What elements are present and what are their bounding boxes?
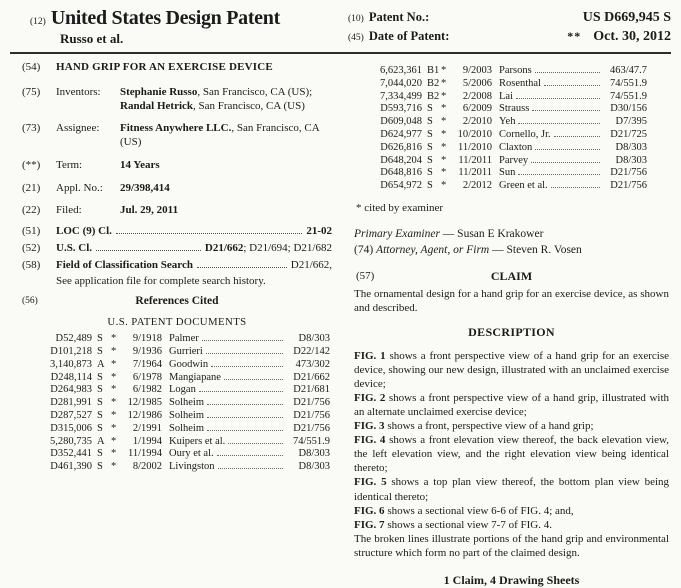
inventor-1-name: Stephanie Russo <box>120 85 198 98</box>
attorney-name: Steven R. Vosen <box>506 244 582 257</box>
figure-label: FIG. 7 <box>354 518 385 531</box>
patent-date-value: Oct. 30, 2012 <box>593 29 671 44</box>
figure-text: shows a front, perspective view of a hand grip; <box>387 420 594 433</box>
ref-date: 7/1964 <box>132 358 162 370</box>
cited-by-examiner-note: * cited by examiner <box>356 201 444 214</box>
reference-row <box>40 372 330 385</box>
dot-leader <box>116 233 302 234</box>
reference-row <box>370 116 647 129</box>
ref-classification: D21/662 <box>293 371 330 383</box>
ref-patent-number: 6,623,361 <box>380 65 422 76</box>
ref-examiner-star: * <box>111 435 117 447</box>
ref-date: 12/1986 <box>127 410 162 422</box>
appl-no-label: Appl. No.: <box>56 181 103 194</box>
page-title: United States Design Patent <box>50 7 280 29</box>
dot-leader <box>518 174 600 175</box>
primary-examiner-label: Primary Examiner <box>354 227 440 240</box>
patent-number-row <box>348 10 671 26</box>
ref-classification: D21/725 <box>610 128 647 140</box>
ref-date: 6/2009 <box>462 103 492 115</box>
loc-class-label: LOC (9) Cl. <box>56 225 112 237</box>
references-table-right <box>354 65 669 193</box>
inventor-2-name: Randal Hetrick <box>120 99 194 112</box>
reference-row <box>370 167 647 180</box>
ref-inventor-name: Goodwin <box>169 358 209 370</box>
figure-text: shows a top plan view thereof, the bottom plan view being identical thereto; <box>354 476 670 503</box>
field-54-title <box>22 61 332 75</box>
ref-examiner-star: * <box>441 180 447 192</box>
ref-examiner-star: * <box>111 422 117 434</box>
ref-kind-code: S <box>97 384 103 396</box>
inventor-2-location: , San Francisco, CA (US) <box>193 99 305 112</box>
ref-inventor-name: Logan <box>169 384 196 396</box>
ref-examiner-star: * <box>111 384 117 396</box>
field-73-assignee <box>22 122 332 150</box>
reference-row <box>370 103 647 116</box>
ref-patent-number: D101,218 <box>50 346 92 358</box>
ref-examiner-star: * <box>441 128 447 140</box>
dot-leader <box>218 468 283 469</box>
ref-date: 11/2011 <box>458 154 492 166</box>
ref-date: 2/2012 <box>462 180 492 192</box>
figure-description <box>354 518 669 532</box>
patent-date-label: Date of Patent: <box>368 29 450 43</box>
figure-text: shows a sectional view 6-6 of FIG. 4; and, <box>387 504 574 517</box>
dot-leader <box>199 391 283 392</box>
ref-kind-code: A <box>97 358 105 370</box>
ref-kind-code: B2 <box>427 77 440 89</box>
ref-classification: 74/551.9 <box>609 90 647 102</box>
reference-row <box>40 346 330 359</box>
ref-inventor-name: Kuipers et al. <box>169 435 226 447</box>
assignee-name: Fitness Anywhere LLC. <box>120 122 232 135</box>
figure-label: FIG. 6 <box>354 504 385 517</box>
field-term-number: (**) <box>22 158 41 171</box>
ref-examiner-star: * <box>441 167 447 179</box>
reference-row <box>40 333 330 346</box>
ref-examiner-star: * <box>111 461 117 473</box>
ref-classification: D21/756 <box>293 422 330 434</box>
ref-kind-code: S <box>97 371 103 383</box>
field-45-number: (45) <box>348 33 364 43</box>
ref-patent-number: 5,280,735 <box>50 435 92 447</box>
figure-description <box>354 504 669 518</box>
ref-kind-code: S <box>97 422 103 434</box>
ref-examiner-star: * <box>111 358 117 370</box>
ref-classification: D8/303 <box>298 461 330 473</box>
header-right <box>342 7 671 48</box>
reference-row <box>40 448 330 461</box>
patent-date-row <box>348 29 671 45</box>
ref-date: 2/1991 <box>132 422 162 434</box>
header <box>10 7 671 48</box>
ref-kind-code: S <box>97 448 103 460</box>
double-asterisk-note: ** <box>567 29 582 43</box>
appl-no-value: 29/398,414 <box>120 181 170 194</box>
ref-classification: D22/142 <box>293 346 330 358</box>
reference-row <box>370 142 647 155</box>
ref-inventor-name: Oury et al. <box>169 448 214 460</box>
ref-kind-code: S <box>427 116 433 128</box>
ref-examiner-star: * <box>441 103 447 115</box>
ref-date: 5/2006 <box>462 77 492 89</box>
ref-examiner-star: * <box>441 141 447 153</box>
ref-patent-number: 7,334,499 <box>380 90 422 102</box>
ref-patent-number: D281,991 <box>50 397 92 409</box>
inventors-label: Inventors: <box>56 85 101 98</box>
field-58-number: (58) <box>22 258 41 271</box>
ref-examiner-star: * <box>441 90 447 102</box>
ref-inventor-name: Strauss <box>499 103 530 115</box>
ref-date: 2/2010 <box>462 116 492 128</box>
ref-kind-code: S <box>427 128 433 140</box>
loc-class-value: 21-02 <box>306 225 332 237</box>
ref-inventor-name: Solheim <box>169 422 205 434</box>
field-12-number: (12) <box>30 17 46 27</box>
ref-inventor-name: Claxton <box>499 141 533 153</box>
ref-date: 8/2002 <box>132 461 162 473</box>
attorney-label: Attorney, Agent, or Firm <box>376 244 490 257</box>
us-class-label: U.S. Cl. <box>56 241 93 254</box>
ref-examiner-star: * <box>441 116 447 128</box>
ref-kind-code: S <box>97 461 103 473</box>
field-52-us-class <box>22 242 332 256</box>
ref-inventor-name: Rosenthal <box>499 77 541 89</box>
ref-date: 6/1978 <box>132 371 162 383</box>
ref-inventor-name: Mangiapane <box>169 371 221 383</box>
right-column <box>342 61 671 588</box>
field-22-number: (22) <box>22 204 41 217</box>
ref-patent-number: D626,816 <box>380 141 422 153</box>
reference-row <box>40 410 330 423</box>
filed-value: Jul. 29, 2011 <box>120 204 179 217</box>
ref-patent-number: D593,716 <box>380 103 422 115</box>
dot-leader <box>228 443 283 444</box>
field-10-number: (10) <box>348 14 364 24</box>
ref-classification: D21/756 <box>610 180 647 192</box>
ref-classification: D8/303 <box>298 333 330 345</box>
dot-leader <box>554 136 600 137</box>
field-75-number: (75) <box>22 85 41 98</box>
ref-kind-code: S <box>427 167 433 179</box>
dot-leader <box>535 149 600 150</box>
figure-description <box>354 391 669 419</box>
dot-leader <box>516 98 600 99</box>
search-history-note: See application file for complete search history. <box>56 275 266 288</box>
primary-examiner-name: Susan E Krakower <box>457 227 544 240</box>
two-column-body <box>10 61 671 588</box>
ref-patent-number: D248,114 <box>50 371 92 383</box>
reference-row <box>40 436 330 449</box>
ref-inventor-name: Livingston <box>169 461 215 473</box>
figure-descriptions <box>354 349 669 532</box>
field-51-number: (51) <box>22 225 41 237</box>
figure-description <box>354 475 669 503</box>
ref-date: 9/1918 <box>132 333 162 345</box>
figure-description <box>354 433 669 475</box>
reference-row <box>40 397 330 410</box>
dot-leader <box>531 162 600 163</box>
dot-leader <box>96 250 201 251</box>
us-class-value <box>205 242 332 256</box>
ref-date: 1/1994 <box>132 435 162 447</box>
ref-patent-number: 3,140,873 <box>50 358 92 370</box>
ref-patent-number: D648,204 <box>380 154 422 166</box>
ref-date: 10/2010 <box>457 128 492 140</box>
ref-examiner-star: * <box>111 346 117 358</box>
ref-kind-code: S <box>97 346 103 358</box>
reference-row <box>370 180 647 193</box>
ref-kind-code: B1 <box>427 65 440 76</box>
ref-classification: D21/756 <box>610 167 647 179</box>
patent-number-value: US D669,945 S <box>582 10 671 25</box>
ref-kind-code: S <box>97 410 103 422</box>
field-56-number: (56) <box>22 296 38 307</box>
ref-date: 11/2010 <box>457 141 492 153</box>
ref-inventor-name: Cornello, Jr. <box>499 128 551 140</box>
primary-examiner-line <box>354 226 669 242</box>
reference-row <box>40 423 330 436</box>
ref-date: 11/2011 <box>458 167 492 179</box>
ref-kind-code: S <box>427 103 433 115</box>
inventors-value <box>120 86 332 114</box>
ref-patent-number: D609,048 <box>380 116 422 128</box>
ref-classification: 74/551.9 <box>609 77 647 89</box>
figure-text: shows a front perspective view of a hand grip, illustrated with an alternate unclaimed exercise device; <box>354 391 670 419</box>
ref-examiner-star: * <box>441 77 447 89</box>
reference-row <box>40 384 330 397</box>
ref-inventor-name: Solheim <box>169 397 205 409</box>
dash-separator: — <box>442 227 455 240</box>
ref-inventor-name: Parsons <box>499 65 532 76</box>
ref-date: 6/1982 <box>132 384 162 396</box>
ref-kind-code: S <box>427 154 433 166</box>
figure-label: FIG. 3 <box>354 420 385 433</box>
field-term <box>22 159 332 173</box>
ref-date: 9/1936 <box>132 346 162 358</box>
dot-leader <box>224 379 283 380</box>
inventor-1-location: , San Francisco, CA (US); <box>197 85 313 98</box>
ref-inventor-name: Gurrieri <box>169 346 203 358</box>
ref-kind-code: B2 <box>427 90 440 102</box>
ref-inventor-name: Lai <box>499 90 513 102</box>
ref-classification: 463/47.7 <box>609 65 647 76</box>
dash-separator: — <box>492 244 504 257</box>
field-75-inventors <box>22 86 332 114</box>
ref-kind-code: A <box>97 435 105 447</box>
invention-title: HAND GRIP FOR AN EXERCISE DEVICE <box>56 61 273 73</box>
references-cited-heading <box>22 295 332 307</box>
field-54-number: (54) <box>22 61 41 73</box>
ref-patent-number: D461,390 <box>50 461 92 473</box>
patent-party: Russo et al. <box>60 31 124 46</box>
dot-leader <box>551 187 600 188</box>
ref-inventor-name: Palmer <box>169 333 199 345</box>
dot-leader <box>207 404 283 405</box>
claim-sheets-footer: 1 Claim, 4 Drawing Sheets <box>443 572 580 587</box>
ref-classification: D8/303 <box>615 141 647 153</box>
ref-patent-number: D352,441 <box>50 448 92 460</box>
dot-leader <box>207 430 283 431</box>
ref-inventor-name: Yeh <box>499 116 516 128</box>
ref-classification: D8/303 <box>298 448 330 460</box>
figure-text: shows a sectional view 7-7 of FIG. 4. <box>387 518 552 531</box>
ref-examiner-star: * <box>111 397 117 409</box>
ref-patent-number: 7,044,020 <box>380 77 422 89</box>
figure-text: shows a front elevation view thereof, the back elevation view, the left elevation view, and the right elevation view being identical thereto; <box>354 434 669 475</box>
dot-leader <box>211 366 283 367</box>
us-class-primary: D21/662 <box>204 241 244 254</box>
attorney-line <box>354 242 669 258</box>
ref-patent-number: D52,489 <box>55 333 92 345</box>
ref-examiner-star: * <box>111 333 117 345</box>
assignee-value <box>120 122 332 150</box>
ref-date: 2/2008 <box>462 90 492 102</box>
claim-heading: CLAIM <box>490 269 533 284</box>
term-label: Term: <box>56 158 83 171</box>
left-column <box>10 61 342 588</box>
dot-leader <box>202 340 283 341</box>
ref-classification: D30/156 <box>610 103 647 115</box>
description-heading: DESCRIPTION <box>468 324 555 339</box>
ref-classification: D21/681 <box>293 384 330 396</box>
ref-patent-number: D315,006 <box>50 422 92 434</box>
dot-leader <box>197 267 287 268</box>
claim-text: The ornamental design for a hand grip for an exercise device, as shown and described. <box>354 288 669 315</box>
ref-classification: D7/395 <box>615 116 647 128</box>
reference-row <box>370 78 647 91</box>
field-57-number: (57) <box>356 270 375 283</box>
dot-leader <box>217 455 283 456</box>
ref-examiner-star: * <box>111 410 117 422</box>
figure-label: FIG. 4 <box>354 434 386 447</box>
references-cited-title: References Cited <box>135 295 219 308</box>
ref-kind-code: S <box>97 397 103 409</box>
reference-row <box>40 359 330 372</box>
ref-examiner-star: * <box>111 448 117 460</box>
field-22-filed <box>22 204 332 218</box>
dot-leader <box>535 72 600 73</box>
assignee-location: , San Francisco, CA (US) <box>120 122 320 148</box>
dot-leader <box>544 85 600 86</box>
us-patent-documents-heading: U.S. PATENT DOCUMENTS <box>107 316 247 329</box>
assignee-label: Assignee: <box>56 122 100 135</box>
field-21-number: (21) <box>22 181 41 194</box>
filed-label: Filed: <box>56 204 82 217</box>
broken-lines-note: The broken lines illustrate portions of the hand grip and environmental structure which form no part of the claimed design. <box>354 532 669 559</box>
ref-examiner-star: * <box>111 371 117 383</box>
reference-row <box>370 91 647 104</box>
ref-kind-code: S <box>427 180 433 192</box>
reference-row <box>40 461 330 474</box>
ref-classification: D21/756 <box>293 397 330 409</box>
dot-leader <box>532 110 600 111</box>
ref-date: 12/1985 <box>127 397 162 409</box>
ref-inventor-name: Solheim <box>169 410 205 422</box>
ref-date: 11/1994 <box>127 448 162 460</box>
ref-patent-number: D648,816 <box>380 167 422 179</box>
claim-heading-row <box>354 269 669 284</box>
ref-classification: D8/303 <box>615 154 647 166</box>
term-value: 14 Years <box>120 158 160 171</box>
ref-date: 9/2003 <box>462 65 492 76</box>
ref-classification: 74/551.9 <box>292 435 330 447</box>
figure-description <box>354 349 669 391</box>
title-line <box>30 7 342 30</box>
figure-label: FIG. 2 <box>354 391 386 404</box>
dot-leader <box>518 123 600 124</box>
ref-examiner-star: * <box>441 154 447 166</box>
ref-kind-code: S <box>97 333 103 345</box>
header-divider <box>10 52 671 54</box>
ref-inventor-name: Parvey <box>499 154 529 166</box>
figure-text: shows a front perspective view of a hand grip for an exercise device, showing our new design, illustrated with an unclaimed exercise device; <box>354 349 669 390</box>
field-51-loc-class <box>22 225 332 239</box>
ref-classification: D21/756 <box>293 410 330 422</box>
ref-examiner-star: * <box>441 65 447 76</box>
ref-patent-number: D624,977 <box>380 128 422 140</box>
ref-inventor-name: Sun <box>499 167 516 179</box>
reference-row <box>370 155 647 168</box>
ref-patent-number: D264,983 <box>50 384 92 396</box>
figure-label: FIG. 5 <box>354 476 387 489</box>
references-table-left <box>22 333 332 474</box>
field-74-number: (74) <box>354 244 374 257</box>
header-left <box>10 7 342 48</box>
patent-number-label: Patent No.: <box>368 10 430 24</box>
ref-kind-code: S <box>427 141 433 153</box>
field-58-search <box>22 259 332 273</box>
ref-classification: 473/302 <box>295 358 330 370</box>
reference-row <box>370 65 647 78</box>
ref-patent-number: D287,527 <box>50 410 92 422</box>
dot-leader <box>206 353 283 354</box>
field-52-number: (52) <box>22 241 41 254</box>
search-label: Field of Classification Search <box>56 258 193 271</box>
ref-patent-number: D654,972 <box>380 180 422 192</box>
examiner-block <box>354 226 669 258</box>
search-first-value: D21/662, <box>290 258 332 271</box>
reference-row <box>370 129 647 142</box>
figure-description <box>354 419 669 433</box>
dot-leader <box>207 417 283 418</box>
ref-inventor-name: Green et al. <box>499 180 548 192</box>
field-21-appl-no <box>22 182 332 196</box>
figure-label: FIG. 1 <box>354 349 386 362</box>
field-73-number: (73) <box>22 122 41 135</box>
us-class-secondary: ; D21/694; D21/682 <box>243 241 332 254</box>
